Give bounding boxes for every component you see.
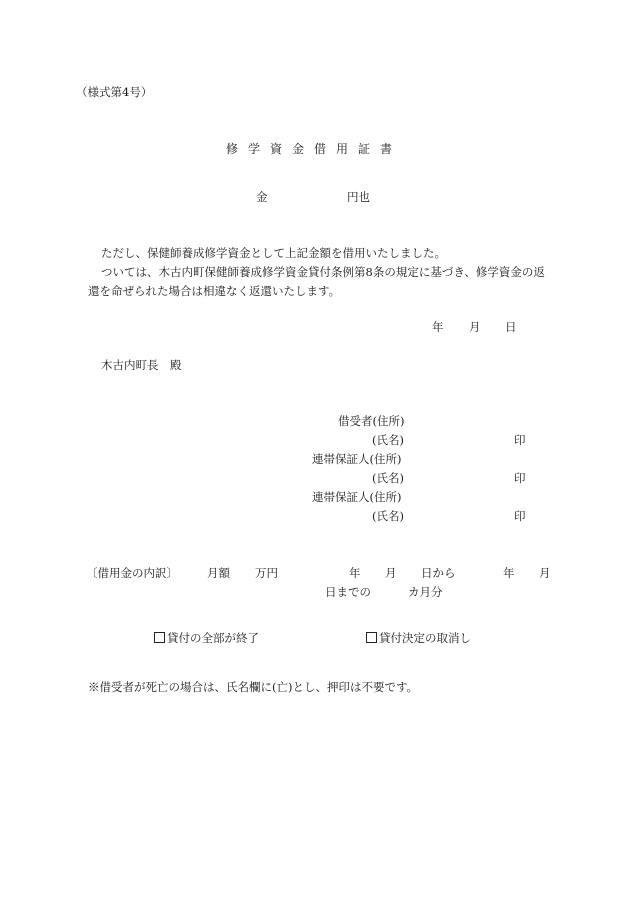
paragraph-line-1: ただし、保健師養成修学資金として上記金額を借用いたしました。 xyxy=(101,246,446,260)
checkbox-loan-cancelled[interactable] xyxy=(366,632,471,645)
breakdown-until: 日までの xyxy=(325,585,371,599)
breakdown-months: カ月分 xyxy=(408,585,443,599)
paragraph-line-2: ついては、木古内町保健師養成修学資金貸付条例第8条の規定に基づき、修学資金の返 xyxy=(101,265,545,279)
guarantor-1-name-label: (氏名) xyxy=(372,471,404,485)
breakdown-from: 日から xyxy=(421,566,456,580)
breakdown-year-1: 年 xyxy=(349,566,361,580)
guarantor-2-seal: 印 xyxy=(514,509,526,523)
checkbox-loan-completed[interactable] xyxy=(154,632,259,645)
borrower-address-label: 借受者(住所) xyxy=(338,414,405,428)
addressee: 木古内町長 殿 xyxy=(101,358,182,372)
guarantor-1-seal: 印 xyxy=(514,471,526,485)
checkbox-label: 貸付決定の取消し xyxy=(379,631,471,645)
date-day: 日 xyxy=(505,320,517,334)
breakdown-year-2: 年 xyxy=(503,566,515,580)
borrower-name-label: (氏名) xyxy=(372,433,404,447)
checkbox-icon[interactable] xyxy=(366,632,377,643)
checkbox-label: 貸付の全部が終了 xyxy=(167,631,259,645)
guarantor-1-address-label: 連帯保証人(住所) xyxy=(312,452,402,466)
paragraph-line-3: 還を命ぜられた場合は相違なく返還いたします。 xyxy=(88,284,341,298)
breakdown-month-2: 月 xyxy=(539,566,551,580)
date-month: 月 xyxy=(469,320,481,334)
date-year: 年 xyxy=(432,320,444,334)
footnote: ※借受者が死亡の場合は、氏名欄に(亡)とし、押印は不要です。 xyxy=(88,680,419,694)
breakdown-label: 〔借用金の内訳〕 xyxy=(86,566,178,580)
amount-prefix: 金 xyxy=(256,190,268,204)
checkbox-icon[interactable] xyxy=(154,632,165,643)
guarantor-2-name-label: (氏名) xyxy=(372,509,404,523)
breakdown-unit: 万円 xyxy=(255,566,278,580)
form-number: （様式第4号） xyxy=(76,85,153,99)
amount-suffix: 円也 xyxy=(347,190,370,204)
breakdown-monthly: 月額 xyxy=(207,566,230,580)
breakdown-month-1: 月 xyxy=(385,566,397,580)
borrower-seal: 印 xyxy=(514,433,526,447)
document-title: 修学資金借用証書 xyxy=(226,142,403,156)
guarantor-2-address-label: 連帯保証人(住所) xyxy=(312,490,402,504)
